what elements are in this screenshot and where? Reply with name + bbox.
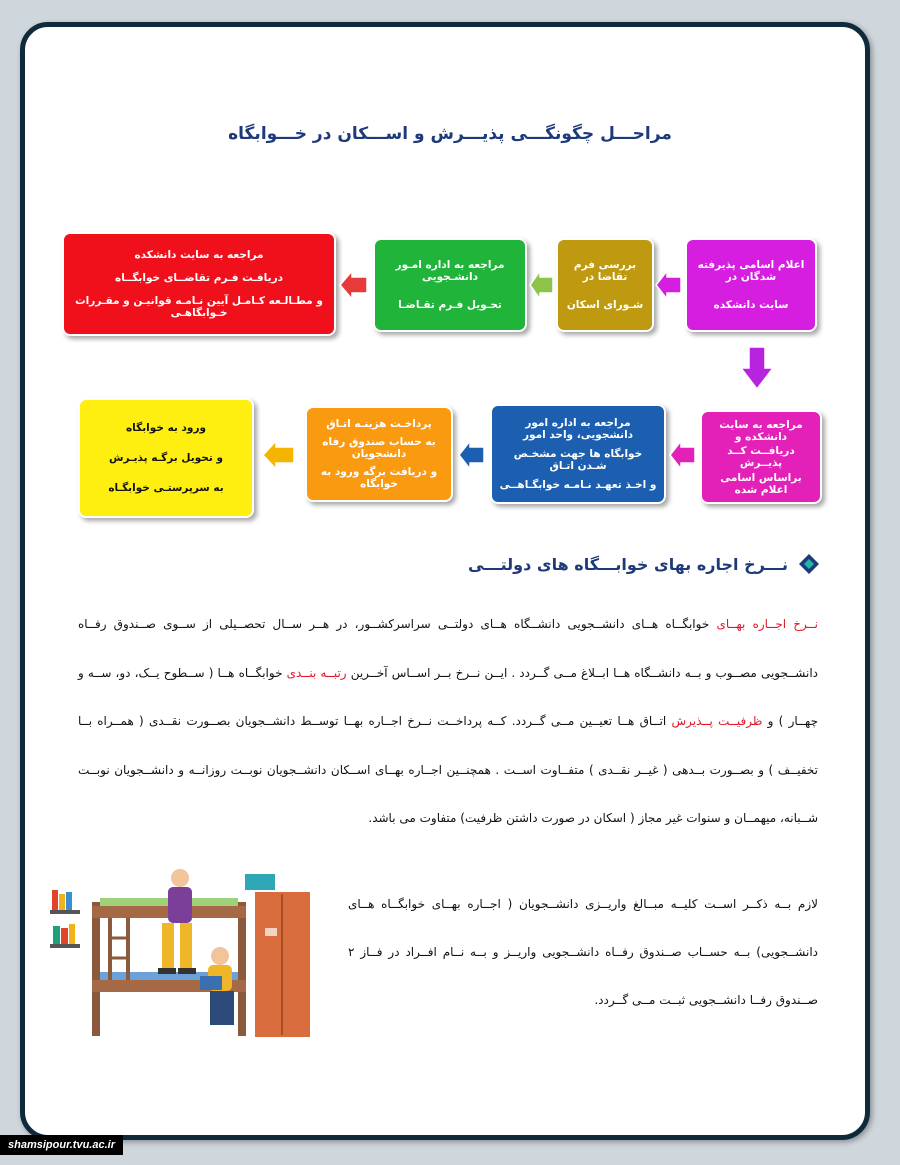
flow-step-1-line-1: اعلام اسامی پذیرفته شدگان در	[697, 259, 805, 284]
arrow-left-icon	[669, 440, 697, 470]
flow-step-2-line-1: بررسی فرم تقاضا در	[573, 259, 637, 284]
highlight-ranking: رتبــه بنــدی	[286, 665, 347, 680]
paragraph-text: اتــاق هــا تعیــین مــی گــردد. کــه پرداخــت نــرخ اجــاره بهــا توســط دانشــجویان بصــورت نقــدی ( همــراه بــا تخفیــف ) و بصــورت بــدهی ( غیــر نقــدی ) متفــاوت اســت . همچنــین اجــاره بهــای اســکان دانشــجویان نوبــت روزانــه و دانشــجویان نوبــت شــبانه، میهمــان و سنوات غیر مجاز ( اسکان در صورت داشتن ظرفیت) متفاوت می باشد.	[78, 714, 818, 826]
flow-step-8-line-2: و تحویل برگـه پذیـرش	[109, 452, 223, 464]
paragraph-text: لازم بــه ذکــر اســت کلیــه مبــالغ واریــزی دانشــجویان ( اجــاره بهــای خوابگــاه هــای دانشــجویی) بــه حســاب صــندوق رفــاه دانشــجویی واریــز و بــه نــام افــراد در فــاز ۲ صــندوق رفــا دانشــجویی ثبــت مــی گــردد.	[348, 897, 818, 1007]
footer-url: shamsipour.tvu.ac.ir	[0, 1135, 123, 1155]
arrow-left-icon	[262, 440, 296, 470]
highlight-capacity: ظرفیــت پــذیرش	[671, 714, 763, 729]
flow-step-3-line-2: تحـویل فـرم تقـاضـا	[398, 298, 502, 311]
flow-step-3	[373, 238, 527, 332]
rent-paragraph	[78, 600, 818, 843]
section-heading	[468, 553, 820, 575]
flow-step-2	[556, 238, 654, 332]
flow-step-2-line-2: شـورای اسکان	[566, 298, 644, 311]
flow-step-3-line-1: مراجعه به اداره امـور دانشـجویی	[395, 259, 505, 284]
flow-step-4-line-1: مراجعه به سایت دانشکده	[134, 249, 264, 261]
flow-step-5	[700, 410, 822, 504]
paragraph-text: خوابگــاه هــای دانشــجویی دانشــگاه هــای دولتــی سراسرکشــور، در هــر ســال تحصــیلی از ســوی صــندوق رفــاه دانشــجویی مصــوب و بــه دانشــگاه هــا ابــلاغ مــی گــردد . ایــن نــرخ بــر اســاس آخــرین	[78, 617, 819, 680]
deposit-paragraph	[348, 880, 818, 1024]
diamond-bullet-icon	[798, 553, 820, 575]
flow-step-6-line-1: مراجعه به اداره امور دانشجویی، واحد امور	[522, 417, 634, 441]
students-bunk-bed-illustration-icon	[50, 868, 320, 1040]
flow-step-7	[305, 406, 453, 502]
flow-step-6	[490, 404, 666, 504]
paragraph-text: خوابگــاه هــا ( ســطوح یــک، دو، ســه و چهــار ) و	[78, 665, 819, 729]
flow-step-7-line-3: و دریافت برگه ورود به خوابگاه	[320, 466, 438, 490]
flow-step-7-line-1: پرداخـت هزینـه اتـاق	[326, 418, 432, 430]
flow-step-4-line-3: و مطـالـعه کـامـل آیین نـامـه قوانیـن و مقـررات خـوابگاهـی	[75, 295, 323, 319]
flow-step-7-line-2: به حساب صندوق رفاه دانشجویان	[322, 436, 436, 460]
arrow-left-icon	[339, 270, 369, 300]
highlight-rent-rate: نــرخ اجــاره بهــای	[716, 617, 819, 631]
flow-step-8	[78, 398, 254, 518]
flow-step-8-line-1: ورود به خوابگاه	[125, 422, 207, 434]
arrow-left-icon	[655, 270, 683, 300]
flow-step-5-line-2: دریافــت کــد پذیــرش	[727, 445, 795, 469]
flow-step-4	[62, 232, 336, 336]
arrow-left-icon	[458, 440, 486, 470]
flow-step-1-line-2: سایت دانشکده	[713, 298, 789, 311]
flow-step-5-line-1: مراجعه به سایت دانشکده و	[719, 418, 803, 443]
section-heading-text: نـــرخ اجاره بهای خوابـــگاه های دولتـــی	[468, 554, 788, 574]
page-title: مراحـــل چگونگـــی پذیـــرش و اســـکان در خـــوابگاه	[228, 124, 672, 144]
flow-step-6-line-3: و اخـذ تعهـد نـامـه خوابگـاهــی	[499, 479, 657, 491]
flow-step-1	[685, 238, 817, 332]
flow-step-6-line-2: خوابگاه ها جهت مشخـص شـدن اتـاق	[513, 448, 643, 472]
flow-step-8-line-3: به سرپرستـی خوابگـاه	[108, 482, 224, 494]
arrow-down-icon	[740, 346, 774, 390]
flow-step-5-line-3: براساس اسامی اعلام شده	[720, 471, 802, 496]
arrow-left-icon	[529, 270, 555, 300]
flow-step-4-line-2: دریافـت فـرم تقاضــای خوابگــاه	[115, 272, 284, 284]
